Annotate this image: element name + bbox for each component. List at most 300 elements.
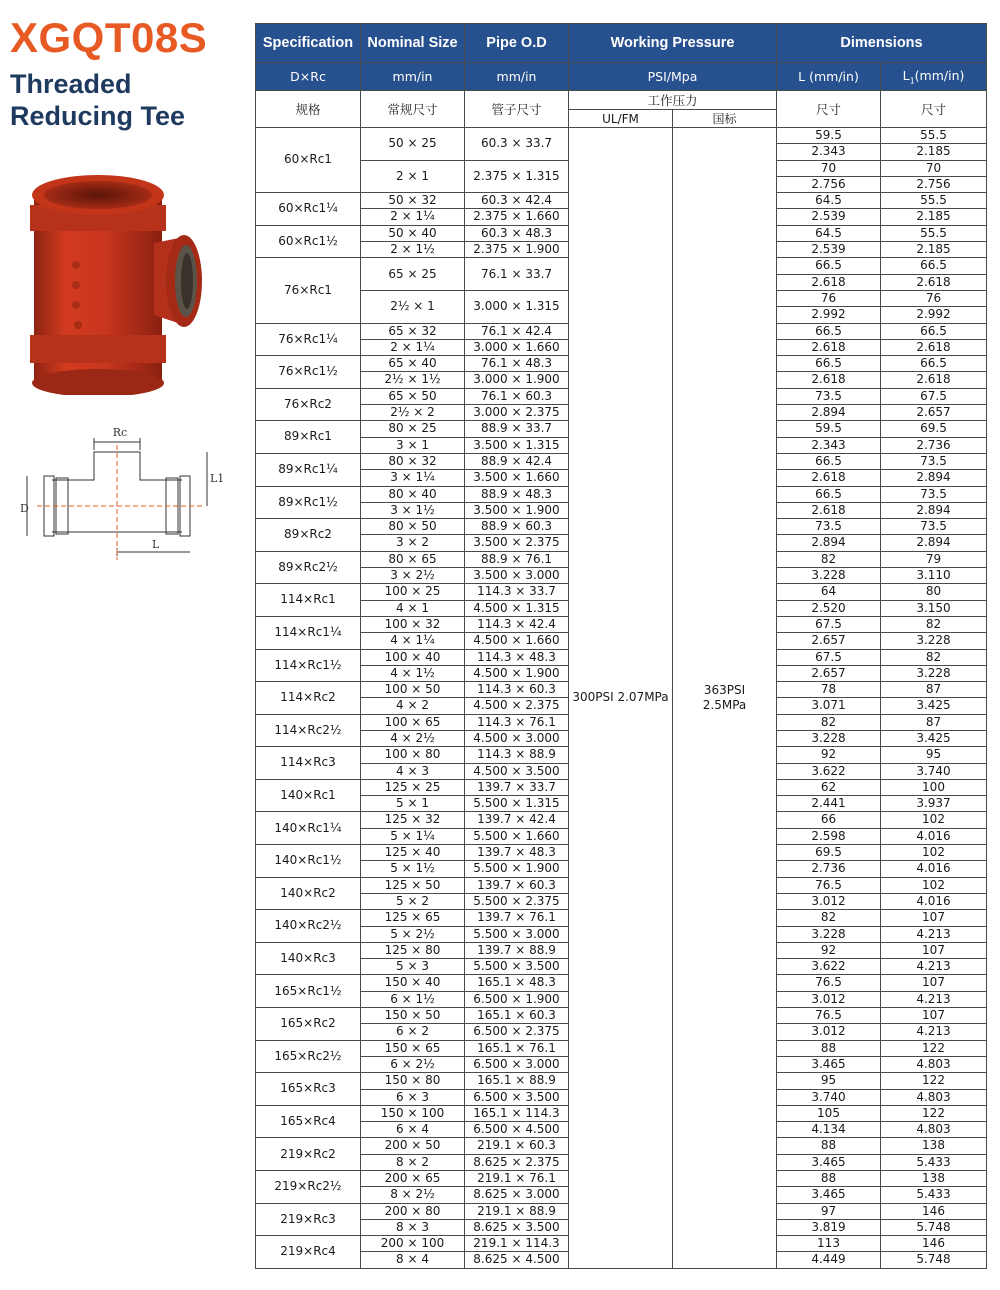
dim-l-mm: 73.5 [777,519,881,535]
product-name [10,68,185,132]
dim-l1-in: 5.748 [881,1219,987,1235]
nominal-mm: 125 × 40 [361,845,465,861]
nominal-mm: 65 × 40 [361,356,465,372]
dim-l1-in: 2.736 [881,437,987,453]
unit-l1-sub: 1 [909,76,915,86]
dim-l-in: 2.736 [777,861,881,877]
dim-l1-mm: 107 [881,910,987,926]
pipe-od-in: 3.500 × 1.900 [465,502,569,518]
dim-l1-in: 2.657 [881,405,987,421]
spec-cell: 89×Rc1¼ [256,453,361,486]
dim-l1-mm: 138 [881,1138,987,1154]
pipe-od-mm: 60.3 × 48.3 [465,225,569,241]
cn-row [256,91,987,110]
dim-l-mm: 97 [777,1203,881,1219]
spec-cell: 89×Rc1 [256,421,361,454]
pipe-od-mm: 76.1 × 42.4 [465,323,569,339]
nominal-in: 6 × 2½ [361,1056,465,1072]
cn-l: 尺寸 [777,91,881,128]
dim-l-mm: 64.5 [777,225,881,241]
pipe-od-mm: 219.1 × 88.9 [465,1203,569,1219]
dim-l-mm: 66.5 [777,356,881,372]
unit-spec: D×Rc [256,63,361,91]
dim-l-in: 2.618 [777,470,881,486]
pipe-od-in: 3.000 × 1.315 [465,290,569,323]
pipe-od-mm: 60.3 × 33.7 [465,128,569,161]
dim-l1-mm: 100 [881,779,987,795]
dim-l-in: 3.228 [777,926,881,942]
nominal-in: 4 × 2 [361,698,465,714]
dim-l1-in: 3.937 [881,796,987,812]
dim-l1-mm: 73.5 [881,486,987,502]
dim-l1-mm: 107 [881,1008,987,1024]
nominal-in: 3 × 2 [361,535,465,551]
dim-l1-in: 4.213 [881,959,987,975]
spec-cell: 114×Rc1¼ [256,616,361,649]
dim-l1-mm: 82 [881,649,987,665]
dim-l-in: 2.598 [777,828,881,844]
pipe-od-in: 3.500 × 1.660 [465,470,569,486]
pressure-gb-psi: 363PSI [703,682,746,697]
dim-l1-in: 2.618 [881,339,987,355]
nominal-mm: 100 × 65 [361,714,465,730]
pipe-od-in: 8.625 × 3.000 [465,1187,569,1203]
nominal-mm: 125 × 50 [361,877,465,893]
dim-l-in: 3.465 [777,1056,881,1072]
cn-pressure: 工作压力 [569,91,777,110]
dim-l-in: 3.819 [777,1219,881,1235]
nominal-in: 2 × 1¼ [361,339,465,355]
dim-l-in: 3.012 [777,991,881,1007]
spec-cell: 76×Rc1¼ [256,323,361,356]
nominal-in: 4 × 1½ [361,665,465,681]
nominal-in: 4 × 2½ [361,730,465,746]
dim-l-mm: 82 [777,910,881,926]
dim-l1-mm: 66.5 [881,258,987,274]
spec-cell: 76×Rc2 [256,388,361,421]
nominal-mm: 80 × 40 [361,486,465,502]
dim-l1-mm: 82 [881,616,987,632]
pipe-od-in: 3.500 × 1.315 [465,437,569,453]
dim-l1-in: 2.992 [881,307,987,323]
cn-od: 管子尺寸 [465,91,569,128]
cn-gb: 国标 [673,110,777,128]
dim-l1-mm: 146 [881,1236,987,1252]
dim-l-mm: 88 [777,1040,881,1056]
nominal-mm: 150 × 40 [361,975,465,991]
pipe-od-in: 4.500 × 1.315 [465,600,569,616]
spec-cell: 165×Rc1½ [256,975,361,1008]
dim-l1-in: 5.433 [881,1187,987,1203]
pipe-od-in: 4.500 × 3.500 [465,763,569,779]
pipe-od-in: 4.500 × 1.660 [465,633,569,649]
dim-l1-mm: 122 [881,1073,987,1089]
dim-l-mm: 66.5 [777,453,881,469]
dim-l1-in: 2.618 [881,372,987,388]
dimension-diagram [12,420,227,570]
dim-l1-mm: 67.5 [881,388,987,404]
l1-label: L1 [210,472,225,485]
nominal-in: 8 × 2 [361,1154,465,1170]
dim-l-in: 2.343 [777,437,881,453]
spec-cell: 140×Rc1½ [256,845,361,878]
dim-l1-mm: 55.5 [881,128,987,144]
nominal-in: 3 × 1½ [361,502,465,518]
unit-od: mm/in [465,63,569,91]
pipe-od-in: 2.375 × 1.660 [465,209,569,225]
dim-l1-in: 3.110 [881,568,987,584]
unit-l1-tail: (mm/in) [914,67,965,83]
dim-l-mm: 66 [777,812,881,828]
pipe-od-in: 5.500 × 1.900 [465,861,569,877]
nominal-in: 2 × 1¼ [361,209,465,225]
dim-l-in: 4.134 [777,1122,881,1138]
dim-l-in: 3.465 [777,1187,881,1203]
dim-l-mm: 62 [777,779,881,795]
dim-l1-mm: 73.5 [881,519,987,535]
pipe-od-in: 4.500 × 3.000 [465,730,569,746]
table-row [256,128,987,144]
dim-l1-mm: 80 [881,584,987,600]
dim-l1-in: 4.803 [881,1056,987,1072]
dim-l-mm: 67.5 [777,649,881,665]
header-pipe-od: Pipe O.D [465,24,569,63]
dim-l-in: 2.618 [777,372,881,388]
spec-cell: 165×Rc3 [256,1073,361,1106]
pipe-od-mm: 139.7 × 33.7 [465,779,569,795]
dim-l-mm: 59.5 [777,421,881,437]
spec-table [255,23,987,1269]
dim-l1-mm: 102 [881,812,987,828]
dim-l-in: 2.756 [777,176,881,192]
nominal-in: 3 × 1¼ [361,470,465,486]
nominal-mm: 100 × 50 [361,682,465,698]
nominal-in: 2½ × 2 [361,405,465,421]
pipe-od-mm: 114.3 × 48.3 [465,649,569,665]
nominal-mm: 65 × 50 [361,388,465,404]
pipe-od-mm: 139.7 × 76.1 [465,910,569,926]
spec-cell: 140×Rc1 [256,779,361,812]
dim-l-mm: 69.5 [777,845,881,861]
unit-pressure: PSI/Mpa [569,63,777,91]
dim-l1-mm: 107 [881,975,987,991]
dim-l1-mm: 122 [881,1105,987,1121]
spec-cell: 114×Rc1 [256,584,361,617]
nominal-mm: 80 × 25 [361,421,465,437]
dim-l1-mm: 73.5 [881,453,987,469]
header-dimensions: Dimensions [777,24,987,63]
pipe-od-in: 4.500 × 2.375 [465,698,569,714]
pipe-od-mm: 219.1 × 114.3 [465,1236,569,1252]
nominal-mm: 50 × 25 [361,128,465,161]
dim-l-mm: 78 [777,682,881,698]
dim-l-in: 4.449 [777,1252,881,1268]
dim-l1-in: 3.425 [881,730,987,746]
pipe-od-mm: 88.9 × 76.1 [465,551,569,567]
pipe-od-in: 3.500 × 2.375 [465,535,569,551]
nominal-mm: 50 × 32 [361,193,465,209]
dim-l1-in: 2.185 [881,144,987,160]
spec-cell: 89×Rc2 [256,519,361,552]
dim-l-in: 2.894 [777,405,881,421]
nominal-in: 4 × 1 [361,600,465,616]
unit-l: L (mm/in) [777,63,881,91]
spec-cell: 114×Rc1½ [256,649,361,682]
spec-cell: 60×Rc1¼ [256,193,361,226]
dim-l-in: 2.618 [777,502,881,518]
dim-l-in: 3.622 [777,959,881,975]
nominal-in: 8 × 4 [361,1252,465,1268]
dim-l1-mm: 79 [881,551,987,567]
dim-l-mm: 88 [777,1138,881,1154]
nominal-mm: 100 × 80 [361,747,465,763]
pipe-od-mm: 165.1 × 48.3 [465,975,569,991]
nominal-mm: 200 × 100 [361,1236,465,1252]
dim-l1-in: 4.213 [881,991,987,1007]
pipe-od-mm: 165.1 × 114.3 [465,1105,569,1121]
nominal-mm: 200 × 65 [361,1171,465,1187]
dim-l1-mm: 107 [881,942,987,958]
pipe-od-in: 5.500 × 1.315 [465,796,569,812]
dim-l-in: 2.539 [777,209,881,225]
dim-l-mm: 76.5 [777,877,881,893]
spec-cell: 140×Rc2½ [256,910,361,943]
dim-l-mm: 67.5 [777,616,881,632]
header-row [256,24,987,63]
pipe-od-mm: 114.3 × 42.4 [465,616,569,632]
spec-table-body [256,128,987,1269]
pipe-od-in: 6.500 × 4.500 [465,1122,569,1138]
dim-l-mm: 82 [777,551,881,567]
dim-l-in: 2.618 [777,274,881,290]
nominal-mm: 50 × 40 [361,225,465,241]
dim-l1-in: 4.016 [881,893,987,909]
nominal-in: 5 × 1¼ [361,828,465,844]
cn-l1: 尺寸 [881,91,987,128]
dim-l-mm: 105 [777,1105,881,1121]
pipe-od-mm: 88.9 × 48.3 [465,486,569,502]
dim-l-in: 2.520 [777,600,881,616]
pipe-od-mm: 139.7 × 48.3 [465,845,569,861]
nominal-in: 8 × 2½ [361,1187,465,1203]
unit-l1-letter: L [902,67,910,83]
dim-l1-in: 4.016 [881,861,987,877]
nominal-in: 6 × 3 [361,1089,465,1105]
pipe-od-in: 6.500 × 3.000 [465,1056,569,1072]
nominal-in: 4 × 1¼ [361,633,465,649]
dim-l-in: 3.740 [777,1089,881,1105]
pipe-od-in: 5.500 × 3.000 [465,926,569,942]
pipe-od-in: 5.500 × 3.500 [465,959,569,975]
dim-l1-mm: 70 [881,160,987,176]
dim-l-mm: 59.5 [777,128,881,144]
nominal-mm: 125 × 32 [361,812,465,828]
spec-cell: 114×Rc3 [256,747,361,780]
nominal-in: 5 × 3 [361,959,465,975]
pipe-od-in: 5.500 × 1.660 [465,828,569,844]
dim-l-mm: 76 [777,290,881,306]
dim-l-mm: 92 [777,942,881,958]
nominal-mm: 100 × 25 [361,584,465,600]
pressure-ulfm: 300PSI 2.07MPa [569,128,673,1269]
dim-l1-in: 4.803 [881,1089,987,1105]
d-label: D [20,502,29,515]
spec-cell: 165×Rc4 [256,1105,361,1138]
nominal-in: 2½ × 1 [361,290,465,323]
nominal-in: 5 × 2½ [361,926,465,942]
dim-l1-in: 2.894 [881,502,987,518]
nominal-in: 6 × 1½ [361,991,465,1007]
spec-cell: 89×Rc1½ [256,486,361,519]
dim-l1-in: 4.213 [881,926,987,942]
dim-l-in: 3.228 [777,730,881,746]
dim-l1-in: 3.425 [881,698,987,714]
nominal-mm: 200 × 80 [361,1203,465,1219]
dim-l-in: 2.657 [777,633,881,649]
dim-l1-mm: 76 [881,290,987,306]
dim-l-in: 2.657 [777,665,881,681]
nominal-mm: 80 × 50 [361,519,465,535]
nominal-in: 5 × 1 [361,796,465,812]
dim-l1-in: 3.150 [881,600,987,616]
pressure-gb [673,128,777,1269]
nominal-mm: 100 × 40 [361,649,465,665]
dim-l1-in: 5.748 [881,1252,987,1268]
unit-nominal: mm/in [361,63,465,91]
pipe-od-in: 3.000 × 2.375 [465,405,569,421]
nominal-mm: 150 × 100 [361,1105,465,1121]
nominal-mm: 125 × 25 [361,779,465,795]
dim-l-in: 3.071 [777,698,881,714]
pipe-od-mm: 88.9 × 33.7 [465,421,569,437]
nominal-in: 2 × 1 [361,160,465,193]
nominal-in: 3 × 2½ [361,568,465,584]
unit-l1 [881,63,987,91]
nominal-mm: 125 × 65 [361,910,465,926]
pipe-od-in: 6.500 × 3.500 [465,1089,569,1105]
spec-cell: 219×Rc3 [256,1203,361,1236]
nominal-mm: 100 × 32 [361,616,465,632]
spec-cell: 219×Rc2½ [256,1171,361,1204]
dim-l1-mm: 69.5 [881,421,987,437]
dim-l-in: 2.441 [777,796,881,812]
spec-cell: 114×Rc2½ [256,714,361,747]
l-label: L [152,538,160,551]
dim-l1-in: 2.185 [881,209,987,225]
cn-spec: 规格 [256,91,361,128]
dim-l-mm: 73.5 [777,388,881,404]
dim-l1-mm: 122 [881,1040,987,1056]
dim-l1-in: 2.185 [881,242,987,258]
dim-l-mm: 82 [777,714,881,730]
nominal-mm: 150 × 65 [361,1040,465,1056]
pipe-od-in: 8.625 × 2.375 [465,1154,569,1170]
header-nominal-size: Nominal Size [361,24,465,63]
dim-l1-mm: 55.5 [881,193,987,209]
pipe-od-in: 6.500 × 2.375 [465,1024,569,1040]
dim-l1-mm: 66.5 [881,323,987,339]
nominal-in: 4 × 3 [361,763,465,779]
dim-l-in: 2.343 [777,144,881,160]
dim-l-mm: 66.5 [777,486,881,502]
product-name-line1: Threaded [10,69,132,99]
nominal-in: 5 × 1½ [361,861,465,877]
pipe-od-mm: 76.1 × 48.3 [465,356,569,372]
pipe-od-mm: 60.3 × 42.4 [465,193,569,209]
pipe-od-mm: 114.3 × 76.1 [465,714,569,730]
pipe-od-in: 8.625 × 3.500 [465,1219,569,1235]
nominal-mm: 150 × 50 [361,1008,465,1024]
pipe-od-mm: 165.1 × 88.9 [465,1073,569,1089]
dim-l1-mm: 102 [881,845,987,861]
dim-l-mm: 64 [777,584,881,600]
pipe-od-mm: 219.1 × 60.3 [465,1138,569,1154]
pipe-od-mm: 114.3 × 60.3 [465,682,569,698]
pipe-od-in: 2.375 × 1.900 [465,242,569,258]
dim-l-in: 2.992 [777,307,881,323]
nominal-mm: 80 × 32 [361,453,465,469]
nominal-mm: 80 × 65 [361,551,465,567]
dim-l1-mm: 102 [881,877,987,893]
nominal-mm: 200 × 50 [361,1138,465,1154]
dim-l-mm: 92 [777,747,881,763]
dim-l1-in: 3.228 [881,633,987,649]
pipe-od-mm: 139.7 × 60.3 [465,877,569,893]
product-photo [16,165,206,395]
spec-cell: 76×Rc1½ [256,356,361,389]
pipe-od-in: 3.500 × 3.000 [465,568,569,584]
spec-cell: 165×Rc2 [256,1008,361,1041]
dim-l1-mm: 87 [881,714,987,730]
pipe-od-in: 8.625 × 4.500 [465,1252,569,1268]
dim-l1-in: 2.756 [881,176,987,192]
dim-l1-in: 5.433 [881,1154,987,1170]
nominal-in: 3 × 1 [361,437,465,453]
pipe-od-mm: 88.9 × 60.3 [465,519,569,535]
nominal-mm: 65 × 25 [361,258,465,291]
pipe-od-mm: 219.1 × 76.1 [465,1171,569,1187]
dim-l1-mm: 55.5 [881,225,987,241]
spec-cell: 60×Rc1½ [256,225,361,258]
product-code: XGQT08S [10,14,208,61]
dim-l-mm: 70 [777,160,881,176]
dim-l1-mm: 146 [881,1203,987,1219]
dim-l1-mm: 66.5 [881,356,987,372]
dim-l1-mm: 138 [881,1171,987,1187]
pipe-od-in: 5.500 × 2.375 [465,893,569,909]
pipe-od-in: 3.000 × 1.660 [465,339,569,355]
dim-l1-in: 2.894 [881,470,987,486]
nominal-in: 8 × 3 [361,1219,465,1235]
pipe-od-mm: 165.1 × 60.3 [465,1008,569,1024]
dim-l1-in: 3.228 [881,665,987,681]
spec-cell: 219×Rc2 [256,1138,361,1171]
dim-l-in: 2.894 [777,535,881,551]
units-row [256,63,987,91]
rc-label: Rc [112,426,128,439]
nominal-mm: 65 × 32 [361,323,465,339]
pipe-od-mm: 114.3 × 88.9 [465,747,569,763]
spec-cell: 114×Rc2 [256,682,361,715]
spec-cell: 140×Rc2 [256,877,361,910]
pipe-od-mm: 76.1 × 33.7 [465,258,569,291]
nominal-in: 2½ × 1½ [361,372,465,388]
dim-l1-in: 2.894 [881,535,987,551]
dim-l-in: 3.465 [777,1154,881,1170]
spec-cell: 76×Rc1 [256,258,361,323]
dim-l1-in: 4.016 [881,828,987,844]
dim-l-in: 3.622 [777,763,881,779]
